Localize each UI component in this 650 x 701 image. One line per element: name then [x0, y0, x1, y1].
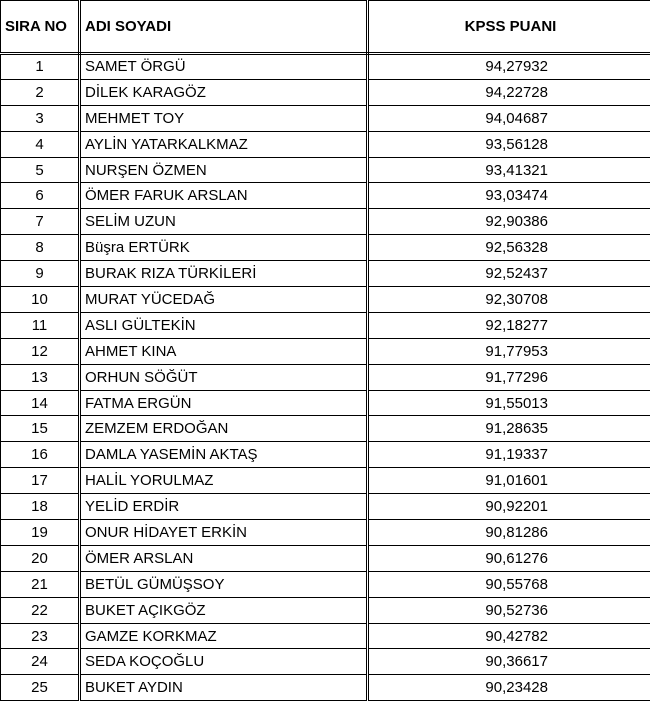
score-cell: 91,77296: [368, 364, 650, 390]
score-cell: 94,22728: [368, 79, 650, 105]
score-cell: 91,28635: [368, 416, 650, 442]
table-row: [1, 54, 650, 80]
table-row: [1, 79, 650, 105]
sira-no-cell: 4: [1, 131, 80, 157]
score-cell: 91,55013: [368, 390, 650, 416]
sira-no-cell: 24: [1, 649, 80, 675]
name-cell: SAMET ÖRGÜ: [80, 54, 368, 80]
table-body: [1, 54, 650, 701]
table-row: [1, 338, 650, 364]
sira-no-cell: 22: [1, 597, 80, 623]
name-cell: DAMLA YASEMİN AKTAŞ: [80, 442, 368, 468]
score-cell: 92,52437: [368, 261, 650, 287]
table-row: [1, 571, 650, 597]
score-cell: 90,42782: [368, 623, 650, 649]
score-cell: 90,55768: [368, 571, 650, 597]
name-cell: ONUR HİDAYET ERKİN: [80, 520, 368, 546]
table-row: [1, 623, 650, 649]
sira-no-cell: 12: [1, 338, 80, 364]
sira-no-cell: 1: [1, 54, 80, 80]
header-adi-soyadi: ADI SOYADI: [80, 1, 368, 54]
name-cell: AYLİN YATARKALKMAZ: [80, 131, 368, 157]
sira-no-cell: 18: [1, 494, 80, 520]
table-row: [1, 364, 650, 390]
sira-no-cell: 16: [1, 442, 80, 468]
score-cell: 91,77953: [368, 338, 650, 364]
score-cell: 93,03474: [368, 183, 650, 209]
name-cell: MURAT YÜCEDAĞ: [80, 287, 368, 313]
sira-no-cell: 13: [1, 364, 80, 390]
score-cell: 94,27932: [368, 54, 650, 80]
table-row: [1, 649, 650, 675]
name-cell: MEHMET TOY: [80, 105, 368, 131]
table-row: [1, 597, 650, 623]
table-row: [1, 520, 650, 546]
name-cell: ÖMER FARUK ARSLAN: [80, 183, 368, 209]
score-cell: 91,01601: [368, 468, 650, 494]
name-cell: HALİL YORULMAZ: [80, 468, 368, 494]
sira-no-cell: 2: [1, 79, 80, 105]
score-cell: 90,81286: [368, 520, 650, 546]
sira-no-cell: 11: [1, 312, 80, 338]
table-row: [1, 157, 650, 183]
name-cell: ORHUN SÖĞÜT: [80, 364, 368, 390]
name-cell: ASLI GÜLTEKİN: [80, 312, 368, 338]
table-header: [1, 1, 650, 54]
score-cell: 93,56128: [368, 131, 650, 157]
sira-no-cell: 10: [1, 287, 80, 313]
name-cell: ÖMER ARSLAN: [80, 545, 368, 571]
name-cell: Büşra ERTÜRK: [80, 235, 368, 261]
score-cell: 90,52736: [368, 597, 650, 623]
sira-no-cell: 15: [1, 416, 80, 442]
table-row: [1, 105, 650, 131]
score-cell: 92,56328: [368, 235, 650, 261]
name-cell: SEDA KOÇOĞLU: [80, 649, 368, 675]
score-cell: 90,23428: [368, 675, 650, 701]
score-cell: 92,90386: [368, 209, 650, 235]
sira-no-cell: 9: [1, 261, 80, 287]
score-cell: 92,18277: [368, 312, 650, 338]
table-row: [1, 390, 650, 416]
table-row: [1, 183, 650, 209]
name-cell: ZEMZEM ERDOĞAN: [80, 416, 368, 442]
name-cell: NURŞEN ÖZMEN: [80, 157, 368, 183]
score-cell: 90,92201: [368, 494, 650, 520]
sira-no-cell: 6: [1, 183, 80, 209]
sira-no-cell: 25: [1, 675, 80, 701]
sira-no-cell: 17: [1, 468, 80, 494]
table-row: [1, 416, 650, 442]
sira-no-cell: 5: [1, 157, 80, 183]
table-row: [1, 287, 650, 313]
header-kpss-puani: KPSS PUANI: [368, 1, 650, 54]
sira-no-cell: 3: [1, 105, 80, 131]
sira-no-cell: 21: [1, 571, 80, 597]
sira-no-cell: 20: [1, 545, 80, 571]
sira-no-cell: 8: [1, 235, 80, 261]
table-row: [1, 675, 650, 701]
table-row: [1, 494, 650, 520]
table-row: [1, 209, 650, 235]
table-row: [1, 468, 650, 494]
score-cell: 91,19337: [368, 442, 650, 468]
sira-no-cell: 19: [1, 520, 80, 546]
table-row: [1, 312, 650, 338]
header-sira-no: SIRA NO: [1, 1, 80, 54]
score-cell: 93,41321: [368, 157, 650, 183]
name-cell: BETÜL GÜMÜŞSOY: [80, 571, 368, 597]
table-row: [1, 442, 650, 468]
score-cell: 90,36617: [368, 649, 650, 675]
table-row: [1, 261, 650, 287]
table-row: [1, 545, 650, 571]
header-row: [1, 1, 650, 54]
score-cell: 92,30708: [368, 287, 650, 313]
name-cell: YELİD ERDİR: [80, 494, 368, 520]
name-cell: GAMZE KORKMAZ: [80, 623, 368, 649]
score-cell: 94,04687: [368, 105, 650, 131]
name-cell: BURAK RIZA TÜRKİLERİ: [80, 261, 368, 287]
name-cell: DİLEK KARAGÖZ: [80, 79, 368, 105]
table-row: [1, 131, 650, 157]
sira-no-cell: 23: [1, 623, 80, 649]
sira-no-cell: 7: [1, 209, 80, 235]
name-cell: FATMA ERGÜN: [80, 390, 368, 416]
name-cell: SELİM UZUN: [80, 209, 368, 235]
sira-no-cell: 14: [1, 390, 80, 416]
table-row: [1, 235, 650, 261]
name-cell: AHMET KINA: [80, 338, 368, 364]
name-cell: BUKET AYDIN: [80, 675, 368, 701]
name-cell: BUKET AÇIKGÖZ: [80, 597, 368, 623]
score-cell: 90,61276: [368, 545, 650, 571]
